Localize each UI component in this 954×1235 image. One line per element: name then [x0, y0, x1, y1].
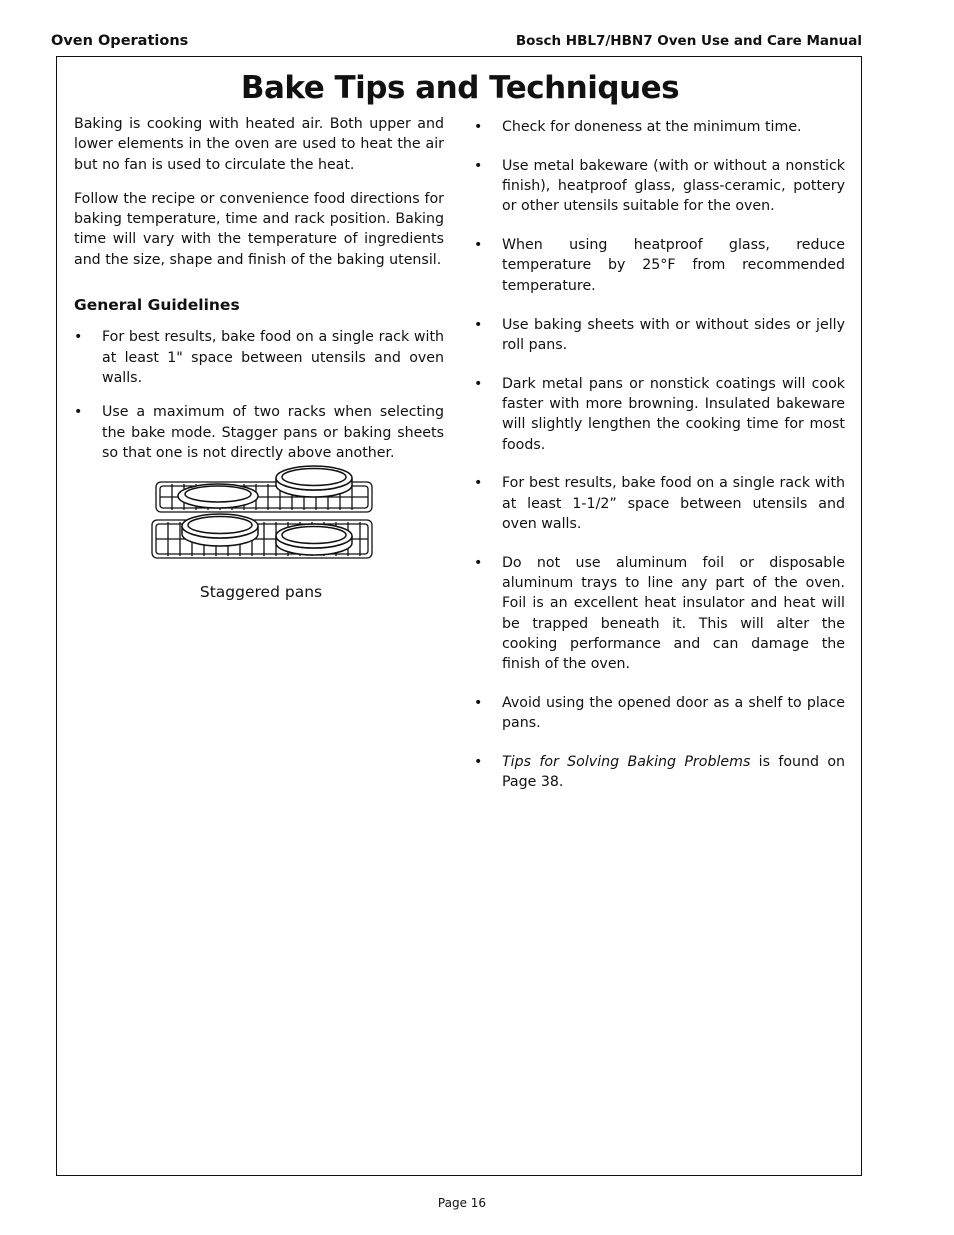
list-item: • Check for doneness at the minimum time.: [474, 117, 845, 137]
pan-lower-right: [276, 524, 352, 555]
intro-paragraph: Baking is cooking with heated air. Both upper and lower elements in the oven are used to heat the air but no fan is used to circulate the heat.: [74, 116, 444, 173]
general-guidelines-heading: General Guidelines: [74, 296, 240, 315]
list-item: • Do not use aluminum foil or disposable aluminum trays to line any part of the oven. Foil is an excellent heat insulator and heat will be trapped beneath it. This will alter the cooking performance and can damage the finish of the oven.: [474, 554, 845, 673]
bullet-glyph: •: [474, 554, 483, 571]
figure-caption: Staggered pans: [199, 583, 323, 601]
bullet-glyph: •: [74, 329, 83, 346]
list-item: • Use a maximum of two racks when selecting the bake mode. Stagger pans or baking sheets so that one is not directly above another.: [74, 404, 444, 461]
bullet-glyph: •: [74, 404, 83, 421]
pan-upper-right: [276, 466, 352, 497]
list-item: • Avoid using the opened door as a shelf to place pans.: [474, 695, 845, 732]
pan-lower-left: [182, 514, 258, 546]
bullet-glyph: •: [474, 237, 483, 254]
list-item: • When using heatproof glass, reduce temperature by 25°F from recommended temperature.: [474, 237, 845, 294]
list-item: • Use metal bakeware (with or without a nonstick finish), heatproof glass, glass-ceramic, pottery or other utensils suitable for the oven.: [474, 157, 845, 215]
bullet-glyph: •: [474, 375, 483, 392]
list-item-reference: • Tips for Solving Baking Problems is found on Page 38.: [474, 754, 846, 791]
bullet-glyph: •: [474, 754, 483, 771]
list-item: • For best results, bake food on a single rack with at least 1" space between utensils and oven walls.: [74, 329, 444, 386]
bullet-glyph: •: [474, 475, 483, 492]
bullet-glyph: •: [474, 119, 483, 135]
manual-title: Bosch HBL7/HBN7 Oven Use and Care Manual: [515, 33, 862, 49]
bullet-glyph: •: [474, 316, 483, 333]
pan-upper-left: [178, 484, 258, 508]
list-item: • Use baking sheets with or without sides or jelly roll pans.: [474, 316, 845, 353]
guidelines-list: [74, 327, 444, 463]
tips-list: [474, 117, 845, 793]
left-column: [74, 114, 444, 477]
page-number: Page 16: [437, 1196, 487, 1210]
recipe-paragraph: Follow the recipe or convenience food directions for baking temperature, time and rack position. Baking time will vary with the temperature of ingredients and the size, shape and finish of the baking utensil.: [74, 190, 444, 268]
baking-problems-reference: Tips for Solving Baking Problems: [502, 754, 751, 771]
list-item: • For best results, bake food on a single rack with at least 1-1/2” space between utensils and oven walls.: [474, 475, 845, 532]
bullet-glyph: •: [474, 157, 483, 174]
section-header: Oven Operations: [51, 33, 189, 49]
bullet-glyph: •: [474, 695, 483, 712]
page-title: Bake Tips and Techniques: [240, 70, 680, 106]
staggered-pans-illustration: [150, 462, 376, 562]
list-item: • Dark metal pans or nonstick coatings will cook faster with more browning. Insulated bakeware will slightly lengthen the cooking time for most foods.: [474, 375, 845, 453]
right-column: [474, 117, 845, 811]
